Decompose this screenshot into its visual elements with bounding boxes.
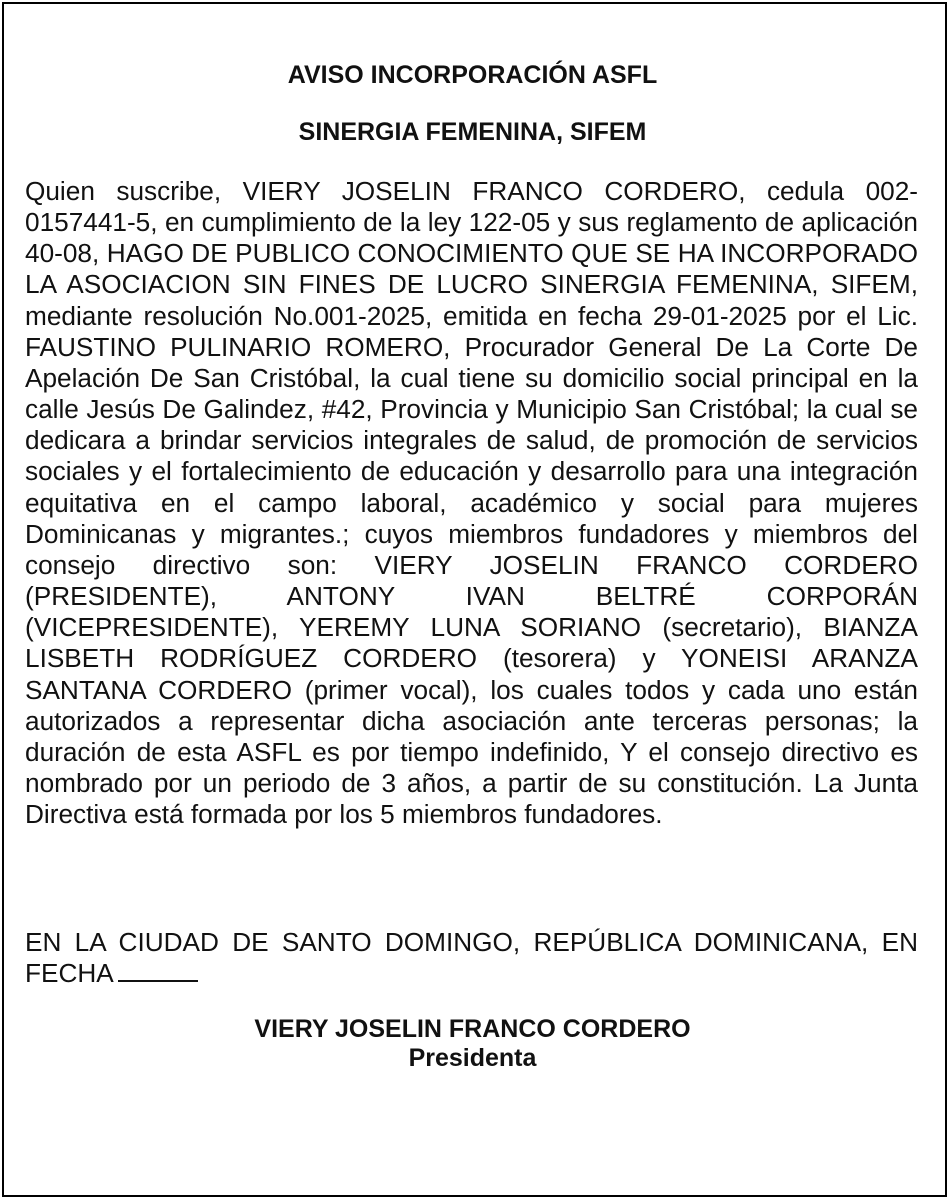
signatory-name: VIERY JOSELIN FRANCO CORDERO xyxy=(254,1015,691,1043)
closing-line: EN LA CIUDAD DE SANTO DOMINGO, REPÚBLICA DOMINICANA, EN FECHA xyxy=(25,927,918,988)
notice-title: AVISO INCORPORACIÓN ASFL xyxy=(287,61,658,89)
notice-body: Quien suscribe, VIERY JOSELIN FRANCO CORDERO, cedula 002-0157441-5, en cumplimiento de la ley 122-05 y sus reglamento de aplicación 40-08, HAGO DE PUBLICO CONOCIMIENTO QUE SE HA INCORPORADO LA ASOCIACION SIN FINES DE LUCRO SINERGIA FEMENINA, SIFEM, mediante resolución No.001-2025, emitida en fecha 29-01-2025 por el Lic. FAUSTINO PULINARIO ROMERO, Procurador General De La Corte De Apelación De San Cristóbal, la cual tiene su domicilio social principal en la calle Jesús De Galindez, #42, Provincia y Municipio San Cristóbal; la cual se dedicara a brindar servicios integrales de salud, de promoción de servicios sociales y el fortalecimiento de educación y desarrollo para una integración equitativa en el campo laboral, académico y social para mujeres Dominicanas y migrantes.; cuyos miembros fundadores y miembros del consejo directivo son: VIERY JOSELIN FRANCO CORDERO (PRESIDENTE), ANTONY IVAN BELTRÉ CORPORÁN (VICEPRESIDENTE), YEREMY LUNA SORIANO (secretario), BIANZA LISBETH RODRÍGUEZ CORDERO (tesorera) y YONEISI ARANZA SANTANA CORDERO (primer vocal), los cuales todos y cada uno están autorizados a representar dicha asociación ante terceras personas; la duración de esta ASFL es por tiempo indefinido, Y el consejo directivo es nombrado por un periodo de 3 años, a partir de su constitución. La Junta Directiva está formada por los 5 miembros fundadores. xyxy=(25,176,918,830)
notice-subtitle: SINERGIA FEMENINA, SIFEM xyxy=(298,118,647,146)
closing-paragraph xyxy=(25,927,918,989)
date-blank xyxy=(118,958,198,982)
signatory-role: Presidenta xyxy=(408,1044,537,1072)
